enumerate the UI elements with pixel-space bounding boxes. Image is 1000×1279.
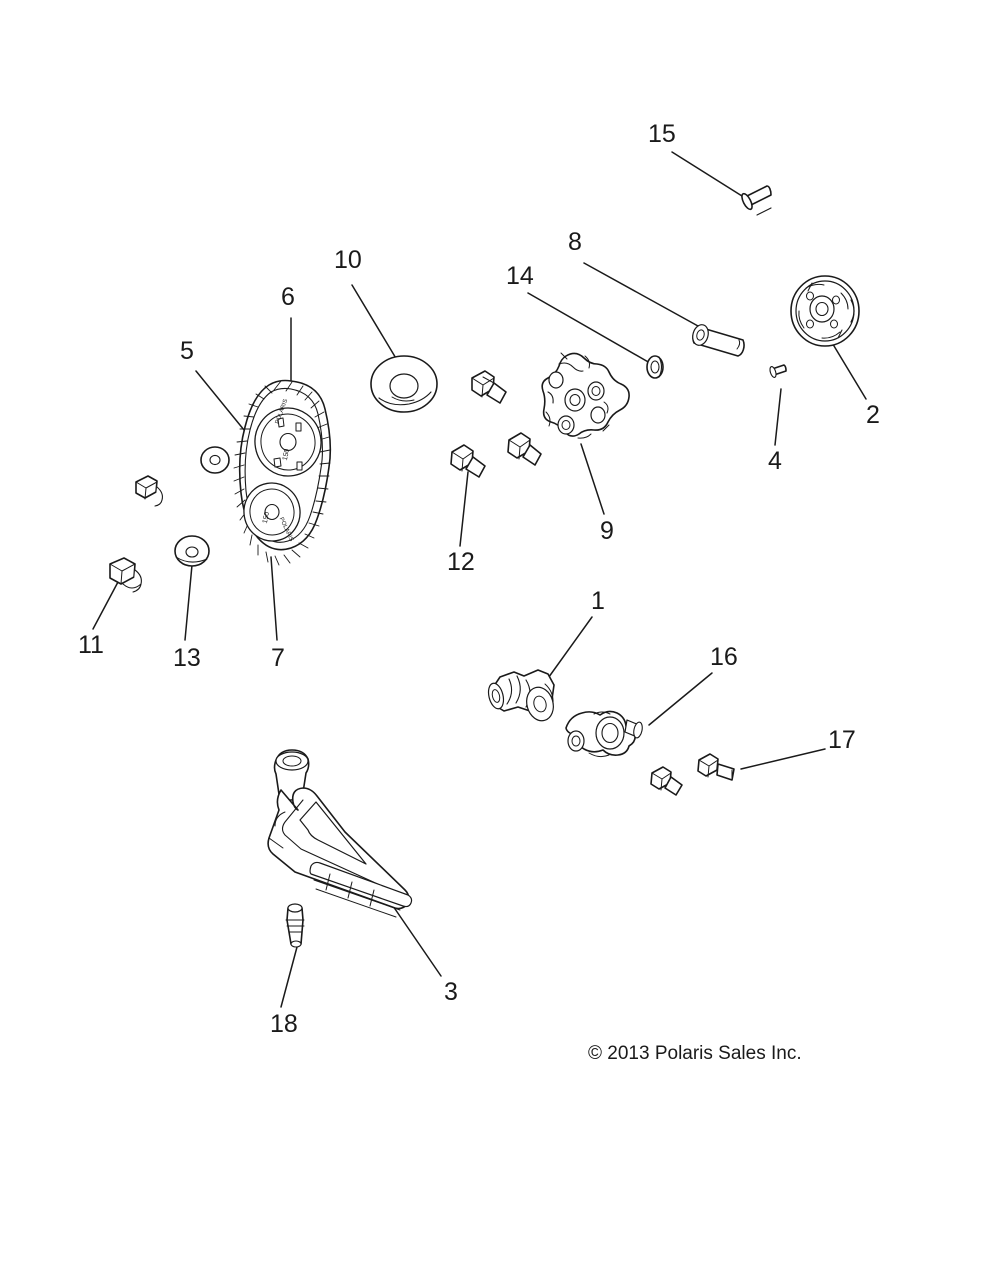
part-14-small-washer: [647, 356, 663, 378]
callout-3: 3: [444, 978, 458, 1006]
leader-4: [775, 389, 781, 445]
leader-lines: [93, 152, 866, 1007]
leader-16: [649, 673, 712, 725]
callout-8: 8: [568, 228, 582, 256]
part-4-pin: [769, 365, 786, 378]
callout-12: 12: [447, 548, 475, 576]
svg-text:150: 150: [261, 511, 272, 525]
part-18-stud: [286, 904, 304, 947]
part-8-tensioner-pin: [690, 323, 744, 356]
callout-2: 2: [866, 401, 880, 429]
svg-text:150: 150: [281, 448, 292, 462]
part-15-dowel-pin: [740, 186, 771, 215]
callout-10: 10: [334, 246, 362, 274]
leader-9: [581, 444, 604, 514]
leader-1: [546, 617, 592, 681]
svg-text:POLARIS: POLARIS: [274, 398, 290, 425]
copyright-text: 2013 Polaris Sales Inc.: [607, 1043, 802, 1064]
leader-12: [460, 472, 468, 546]
part-16-cam-chain-tensioner: [566, 711, 644, 756]
svg-text:POLARIS: POLARIS: [277, 516, 295, 543]
part-10-large-washer: [371, 356, 437, 412]
leader-11: [93, 582, 118, 629]
callout-16: 16: [710, 643, 738, 671]
leader-13: [185, 565, 192, 640]
leader-15: [672, 152, 742, 196]
callout-15: 15: [648, 120, 676, 148]
callout-18: 18: [270, 1010, 298, 1038]
leader-7: [271, 557, 277, 640]
callout-11: 11: [78, 631, 104, 659]
part-9-rocker-arm-assembly: [542, 353, 629, 438]
part-5-washer: [201, 447, 229, 473]
leader-10: [352, 285, 397, 360]
copyright-notice: [588, 1043, 802, 1065]
part-2-cam-gear: [791, 276, 859, 346]
callout-9: 9: [600, 517, 614, 545]
part-5-6-7-cam-chain-sprockets: [234, 381, 330, 566]
callout-6: 6: [281, 283, 295, 311]
callout-7: 7: [271, 644, 285, 672]
part-3-cam-chain-guide: [268, 750, 411, 917]
part-17-bolts: [651, 754, 734, 795]
callout-14: 14: [506, 262, 534, 290]
part-12-flange-bolts: [451, 371, 541, 477]
callout-5: 5: [180, 337, 194, 365]
leader-18: [281, 947, 297, 1007]
copyright-symbol: ©: [588, 1043, 602, 1064]
leader-17: [741, 749, 825, 769]
part-11-flange-bolt-small: [136, 476, 162, 506]
callout-4: 4: [768, 447, 782, 475]
part-1-camshaft: [486, 670, 557, 724]
callout-13: 13: [173, 644, 201, 672]
part-13-washer: [175, 536, 209, 566]
callout-17: 17: [828, 726, 856, 754]
leader-2: [831, 341, 866, 399]
callout-1: 1: [591, 587, 605, 615]
leader-14: [528, 293, 650, 363]
leader-8: [584, 263, 698, 326]
leader-3: [393, 906, 441, 976]
